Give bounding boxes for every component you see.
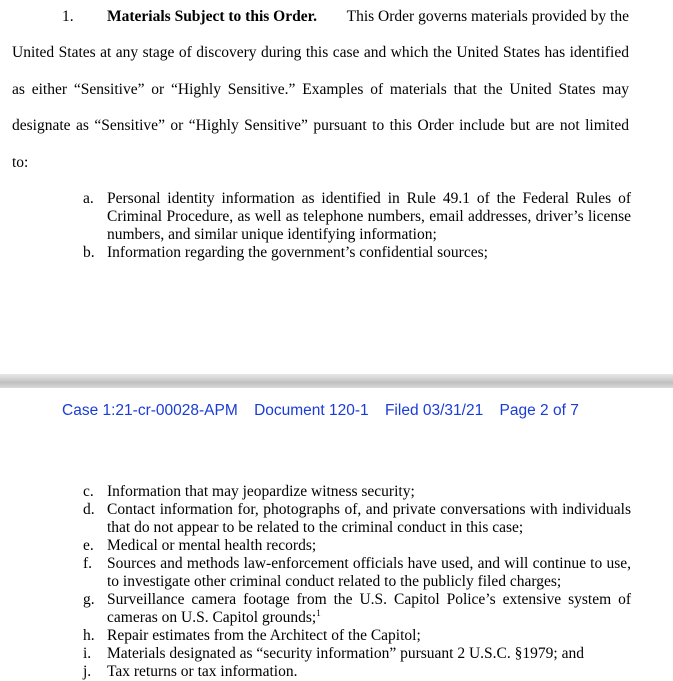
case-number: Case 1:21-cr-00028-APM xyxy=(62,402,238,419)
page-indicator: Page 2 of 7 xyxy=(499,402,579,419)
list-marker: a. xyxy=(83,190,94,207)
list-item xyxy=(83,537,631,555)
list-item-line: numbers, and similar unique identifying information; xyxy=(107,226,437,243)
list-item-line: Sources and methods law-enforcement officials have used, and will continue to use, xyxy=(107,555,631,572)
list-item-line: Tax returns or tax information. xyxy=(107,663,298,680)
list-item xyxy=(83,244,631,262)
paragraph-text-line-2 xyxy=(12,44,629,62)
list-item xyxy=(83,627,631,645)
list-item xyxy=(83,501,631,537)
document-number: Document 120-1 xyxy=(254,402,369,419)
list-item xyxy=(83,645,631,663)
paragraph-text-line-4 xyxy=(12,117,629,135)
paragraph-first-line xyxy=(107,8,629,26)
list-item-line: Contact information for, photographs of, and private conversations with individuals xyxy=(107,501,631,518)
list-item-line: Surveillance camera footage from the U.S. Capitol Police’s extensive system of xyxy=(107,591,631,608)
case-header xyxy=(62,402,591,420)
paragraph-text-line-3 xyxy=(12,81,629,99)
list-item-line: Personal identity information as identified in Rule 49.1 of the Federal Rules of xyxy=(107,190,631,207)
paragraph-number: 1. xyxy=(62,8,74,25)
list-marker: e. xyxy=(83,537,94,554)
list-marker: i. xyxy=(83,645,92,662)
paragraph-heading: Materials Subject to this Order. xyxy=(107,8,317,25)
paragraph-text-line-4-content: designate as “Sensitive” or “Highly Sensitive” pursuant to this Order include but are not limited xyxy=(12,117,629,134)
paragraph-text-line-2-content: United States at any stage of discovery during this case and which the United States has identified xyxy=(12,44,629,61)
list-item xyxy=(83,663,631,681)
list-item-line: that do not appear to be related to the criminal conduct in this case; xyxy=(107,519,524,536)
list-item-line: Materials designated as “security information” pursuant 2 U.S.C. §1979; and xyxy=(107,645,584,662)
footnote-marker[interactable]: 1 xyxy=(316,607,321,618)
list-marker: c. xyxy=(83,483,94,500)
list-item-line: Repair estimates from the Architect of the Capitol; xyxy=(107,627,421,644)
list-item-line: Information regarding the government’s confidential sources; xyxy=(107,244,488,261)
paragraph-text-line-1: This Order governs materials provided by the xyxy=(346,8,629,25)
list-item-line: Information that may jeopardize witness security; xyxy=(107,483,415,500)
list-item xyxy=(83,483,631,501)
paragraph-text-line-5: to: xyxy=(12,154,29,171)
page-separator xyxy=(0,374,673,388)
list-item-line xyxy=(107,609,631,627)
document-page-2 xyxy=(0,388,673,680)
list-marker: f. xyxy=(83,555,93,572)
list-marker: b. xyxy=(83,244,95,261)
paragraph-text-line-3-content: as either “Sensitive” or “Highly Sensitive.” Examples of materials that the United States may xyxy=(12,81,629,98)
list-item-line: Criminal Procedure, as well as telephone numbers, email addresses, driver’s license xyxy=(107,208,631,225)
filed-date: Filed 03/31/21 xyxy=(384,402,484,419)
list-item xyxy=(83,591,631,627)
list-marker: h. xyxy=(83,627,95,644)
list-item-line: Medical or mental health records; xyxy=(107,537,317,554)
list-item xyxy=(83,190,631,244)
list-marker: j. xyxy=(83,663,92,680)
list-marker: g. xyxy=(83,591,95,608)
list-item-line: to investigate other criminal conduct related to the publicly filed charges; xyxy=(107,573,562,590)
list-item xyxy=(83,555,631,591)
list-item-line-text: cameras on U.S. Capitol grounds; xyxy=(107,609,317,626)
list-marker: d. xyxy=(83,501,95,518)
